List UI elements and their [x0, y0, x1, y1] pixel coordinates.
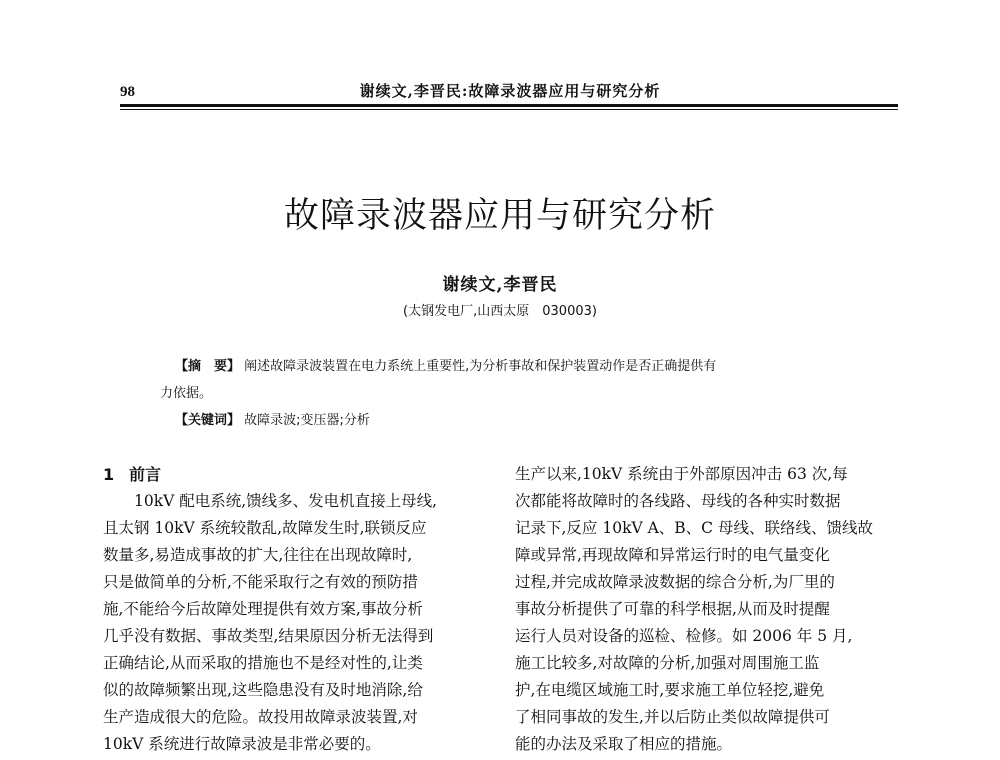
- abstract-line-1: [160, 353, 900, 380]
- section-title: 前言: [129, 465, 162, 484]
- article-title: 故障录波器应用与研究分析: [283, 196, 716, 236]
- body-line: 运行人员对设备的巡检、检修。如 2006 年 5 月,: [515, 627, 853, 645]
- header-rule-thick: [120, 104, 898, 107]
- body-line: 数量多,易造成事故的扩大,往往在出现故障时,: [103, 546, 413, 564]
- page-number: 98: [120, 84, 135, 100]
- body-line: 只是做简单的分析,不能采取行之有效的预防措: [103, 573, 418, 591]
- body-line: 生产以来,10kV 系统由于外部原因冲击 63 次,每: [515, 465, 848, 483]
- body-line: 能的办法及采取了相应的措施。: [515, 735, 733, 753]
- header-rule-thin: [120, 109, 898, 110]
- body-line: 了相同事故的发生,并以后防止类似故障提供可: [515, 708, 830, 726]
- body-line: 几乎没有数据、事故类型,结果原因分析无法得到: [103, 627, 434, 645]
- body-line: 施工比较多,对故障的分析,加强对周围施工监: [515, 654, 820, 672]
- body-line: 正确结论,从而采取的措施也不是经对性的,让类: [103, 654, 423, 672]
- running-title: 谢续文,李晋民:故障录波器应用与研究分析: [359, 82, 661, 100]
- body-line: 10kV 配电系统,馈线多、发电机直接上母线,: [134, 492, 438, 510]
- body-line: 过程,并完成故障录波数据的综合分析,为厂里的: [515, 573, 835, 591]
- running-header: [120, 80, 900, 104]
- body-line: 且太钢 10kV 系统较散乱,故障发生时,联锁反应: [103, 519, 427, 537]
- abstract-block: [160, 353, 900, 434]
- body-line: 障或异常,再现故障和异常运行时的电气量变化: [515, 546, 830, 564]
- authors: 谢续文,李晋民: [442, 275, 558, 295]
- body-line: 护,在电缆区域施工时,要求施工单位轻挖,避免: [515, 681, 825, 699]
- abstract-label: 【摘 要】: [175, 359, 241, 374]
- body-line: 次都能将故障时的各线路、母线的各种实时数据: [515, 492, 841, 510]
- body-line: 生产造成很大的危险。故投用故障录波装置,对: [103, 708, 418, 726]
- keywords-line: [160, 407, 900, 434]
- body-line: 事故分析提供了可靠的科学根据,从而及时提醒: [515, 600, 830, 618]
- body-line: 10kV 系统进行故障录波是非常必要的。: [103, 735, 381, 753]
- abstract-text-1: 阐述故障录波装置在电力系统上重要性,为分析事故和保护装置动作是否正确提供有: [244, 359, 717, 374]
- section-heading: [103, 461, 481, 488]
- section-number: 1: [103, 465, 115, 484]
- affiliation: (太钢发电厂,山西太原 030003): [403, 304, 597, 319]
- keywords-label: 【关键词】: [175, 413, 241, 428]
- abstract-text-2: 力依据。: [160, 386, 213, 401]
- body-line: 施,不能给今后故障处理提供有效方案,事故分析: [103, 600, 423, 618]
- body-line: 记录下,反应 10kV A、B、C 母线、联络线、馈线故: [515, 519, 873, 537]
- left-column: [103, 461, 481, 758]
- keywords-text: 故障录波;变压器;分析: [244, 413, 370, 428]
- right-column: [515, 461, 893, 758]
- body-line: 似的故障频繁出现,这些隐患没有及时地消除,给: [103, 681, 423, 699]
